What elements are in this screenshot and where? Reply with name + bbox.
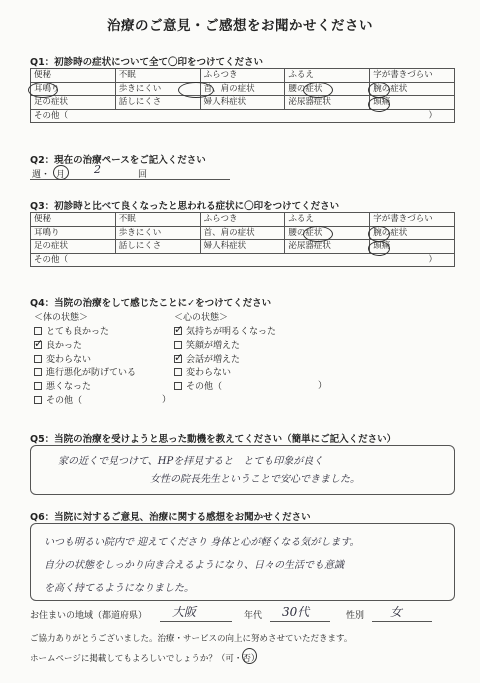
list-item	[34, 354, 136, 368]
table-cell: 歩きにくい	[115, 82, 200, 96]
table-cell: 泌尿器症状	[285, 240, 370, 254]
body-other-close: ）	[162, 395, 172, 405]
hand-circle-mark	[53, 165, 69, 180]
table-cell: 不眠	[115, 213, 200, 227]
q6-answer-line: いつも明るい院内で 迎えてくださり 身体と心が軽くなる気がします。	[44, 537, 360, 548]
q3-heading: Q3：初診時と比べて良くなったと思われる症状に〇印をつけてください	[30, 201, 340, 212]
checkbox[interactable]	[34, 368, 42, 376]
thanks-text: ご協力ありがとうございました。治療・サービスの向上に努めさせていただきます。	[30, 634, 353, 644]
pace-count: 2	[94, 163, 101, 176]
list-item	[174, 381, 276, 395]
table-cell: 足の症状	[31, 240, 116, 254]
q4-heading: Q4：当院の治療をして感じたことに✓をつけてください	[30, 298, 272, 309]
table-cell: 首、肩の症状	[200, 226, 285, 240]
checkbox[interactable]	[34, 327, 42, 335]
mind-other-close: ）	[318, 381, 328, 391]
hand-circle-mark	[28, 82, 58, 98]
body-state-list	[34, 310, 136, 409]
table-row	[31, 240, 455, 254]
permission-text: ホームページに掲載してもよろしいでしょうか？（可・否）	[30, 654, 260, 664]
table-cell: 腕の症状	[370, 226, 455, 240]
table-cell: ふらつき	[200, 69, 285, 83]
table-cell: 耳鳴り	[31, 226, 116, 240]
other-close: ）	[428, 254, 437, 265]
list-item	[174, 367, 276, 381]
table-row	[31, 69, 455, 83]
table-cell: 不眠	[115, 69, 200, 83]
item-label: 変わらない	[186, 368, 232, 379]
table-cell: 腰の症状	[285, 82, 370, 96]
table-cell: ふるえ	[285, 213, 370, 227]
hand-circle-mark	[303, 82, 333, 98]
item-label: 会話が増えた	[186, 354, 241, 365]
table-cell: 足の症状	[31, 96, 116, 110]
table-cell: 婦人科症状	[200, 96, 285, 110]
age-label: 年代	[244, 611, 263, 621]
month-label: 月	[56, 170, 66, 180]
q6-heading: Q6：当院に対するご意見、治療に関する感想をお聞かせください	[30, 512, 311, 523]
table-cell: 字が書きづらい	[370, 213, 455, 227]
checkbox[interactable]	[34, 382, 42, 390]
q5-answer-line: 家の近くで見つけて、HPを拝見すると とても印象が良く	[58, 456, 324, 467]
item-label: 進行悪化が防げている	[46, 368, 137, 379]
table-cell: 耳鳴り	[31, 82, 116, 96]
list-item	[34, 381, 136, 395]
q2-heading: Q2：現在の治療ペースをご記入ください	[30, 155, 206, 166]
checkbox[interactable]	[174, 382, 182, 390]
body-state-heading: ＜体の状態＞	[34, 313, 89, 323]
item-label: とても良かった	[46, 327, 110, 337]
other-label: その他（	[34, 254, 69, 265]
table-cell: 歩きにくい	[115, 226, 200, 240]
other-label: その他（	[34, 110, 69, 121]
gender-label: 性別	[346, 611, 365, 621]
table-cell: 腕の症状	[370, 82, 455, 96]
other-cell	[31, 109, 455, 123]
table-cell: 泌尿器症状	[285, 96, 370, 110]
item-label: 悪くなった	[46, 382, 92, 393]
hand-circle-mark	[178, 82, 214, 98]
table-cell: 字が書きづらい	[370, 69, 455, 83]
q5-answer-line: 女性の院長先生ということで安心できました。	[150, 474, 360, 485]
checkbox[interactable]	[34, 396, 42, 404]
hand-circle-mark	[368, 241, 390, 256]
list-item	[34, 340, 136, 354]
q6-answer-line: 自分の状態をしっかり向き合えるようになり、日々の生活でも意識	[44, 560, 344, 571]
table-row	[31, 253, 455, 267]
list-item	[174, 326, 276, 340]
list-item	[34, 367, 136, 381]
hand-circle-mark	[303, 226, 333, 242]
item-label: その他（	[46, 395, 83, 406]
list-item	[174, 340, 276, 354]
checkbox[interactable]	[34, 355, 42, 363]
area-label: お住まいの地域（都道府県）	[30, 611, 148, 621]
pace-unit: 回	[138, 170, 148, 180]
checkbox[interactable]	[174, 327, 182, 335]
q1-heading: Q1：初診時の症状について全て〇印をつけてください	[30, 57, 263, 68]
table-cell: 話しにくさ	[115, 240, 200, 254]
gender-value: 女	[390, 605, 403, 619]
age-value: 30代	[282, 605, 310, 619]
table-cell: 話しにくさ	[115, 96, 200, 110]
table-row	[31, 109, 455, 123]
gender-underline	[372, 621, 432, 622]
checkbox[interactable]	[174, 368, 182, 376]
item-label: 変わらない	[46, 354, 92, 365]
list-item	[34, 326, 136, 340]
table-row	[31, 226, 455, 240]
list-item	[34, 395, 136, 409]
week-label: 週・	[32, 170, 51, 180]
item-label: その他（	[186, 382, 223, 393]
q6-answer-line: を高く持てるようになりました。	[44, 583, 194, 594]
table-row	[31, 82, 455, 96]
table-cell: 婦人科症状	[200, 240, 285, 254]
table-cell: 腰の症状	[285, 226, 370, 240]
table-cell: 便秘	[31, 213, 116, 227]
table-cell: 首、肩の症状	[200, 82, 285, 96]
item-label: 笑顔が増えた	[186, 340, 241, 351]
q5-heading: Q5：当院の治療を受けようと思った動機を教えてください（簡単にご記入ください）	[30, 434, 397, 445]
table-cell: ふるえ	[285, 69, 370, 83]
item-label: 気持ちが明るくなった	[186, 327, 277, 337]
page-title: 治療のご意見・ご感想をお聞かせください	[107, 18, 373, 34]
other-close: ）	[428, 110, 437, 121]
q1-symptom-table	[30, 68, 455, 123]
checkbox[interactable]	[34, 341, 42, 349]
area-value: 大阪	[172, 605, 197, 619]
hand-circle-mark	[242, 648, 257, 664]
mind-state-list	[174, 310, 276, 395]
checkbox[interactable]	[174, 341, 182, 349]
table-row	[31, 213, 455, 227]
checkbox[interactable]	[174, 355, 182, 363]
table-cell: ふらつき	[200, 213, 285, 227]
age-underline	[270, 621, 330, 622]
item-label: 良かった	[46, 340, 83, 351]
q3-symptom-table	[30, 212, 455, 267]
hand-circle-mark	[368, 82, 390, 98]
table-cell: 頭痛	[370, 96, 455, 110]
table-row	[31, 96, 455, 110]
area-underline	[160, 621, 232, 622]
list-item	[174, 354, 276, 368]
hand-circle-mark	[368, 226, 390, 242]
mind-state-heading: ＜心の状態＞	[174, 313, 229, 323]
table-cell: 便秘	[31, 69, 116, 83]
table-cell: 頭痛	[370, 240, 455, 254]
hand-circle-mark	[368, 97, 390, 112]
other-cell	[31, 253, 455, 267]
